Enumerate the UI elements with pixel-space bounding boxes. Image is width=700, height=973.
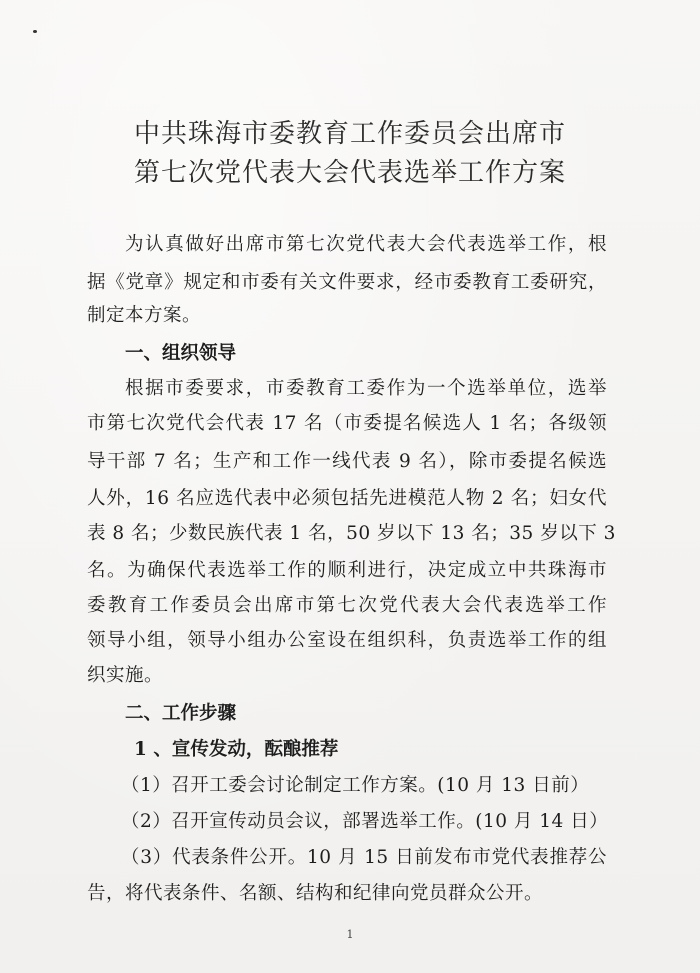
page-number: 1 [346, 928, 354, 941]
step-item-2: （2）召开宣传动员会议，部署选举工作。(10 月 14 日） [121, 811, 609, 832]
intro-line-3: 制定本方案。 [87, 305, 202, 326]
section-1-line-2: 市第七次党代会代表 17 名（市委提名候选人 1 名；各级领 [87, 413, 607, 434]
document-title-line-2: 第七次党代表大会代表选举工作方案 [133, 158, 566, 188]
step-item-3-line-2: 告，将代表条件、名额、结构和纪律向党员群众公开。 [87, 883, 544, 904]
section-2-heading: 二、工作步骤 [125, 703, 237, 724]
step-item-3-line-1: （3）代表条件公开。10 月 15 日前发布市党代表推荐公 [121, 847, 607, 868]
scan-speck [33, 30, 37, 33]
section-1-line-9: 织实施。 [87, 665, 164, 686]
section-1-line-8: 领导小组，领导小组办公室设在组织科，负责选举工作的组 [87, 630, 607, 651]
section-1-line-5: 表 8 名；少数民族代表 1 名，50 岁以下 13 名；35 岁以下 3 [87, 523, 616, 544]
section-1-line-7: 委教育工作委员会出席市第七次党代表大会代表选举工作 [87, 595, 607, 616]
subsection-1-heading: 1 、宣传发动，酝酿推荐 [134, 739, 339, 760]
section-1-line-4: 人外，16 名应选代表中必须包括先进模范人物 2 名；妇女代 [87, 488, 607, 509]
intro-line-1: 为认真做好出席市第七次党代表大会代表选举工作，根 [125, 234, 607, 255]
step-item-1: （1）召开工委会讨论制定工作方案。(10 月 13 日前） [121, 775, 590, 796]
section-1-line-6: 名。为确保代表选举工作的顺利进行，决定成立中共珠海市 [87, 560, 607, 581]
intro-line-2: 据《党章》规定和市委有关文件要求，经市委教育工委研究， [87, 272, 607, 293]
section-1-line-1: 根据市委要求，市委教育工委作为一个选举单位，选举 [125, 378, 607, 399]
section-1-line-3: 导干部 7 名；生产和工作一线代表 9 名），除市委提名候选 [87, 451, 607, 472]
document-title-line-1: 中共珠海市委教育工作委员会出席市 [133, 119, 566, 149]
section-1-heading: 一、组织领导 [125, 343, 237, 364]
